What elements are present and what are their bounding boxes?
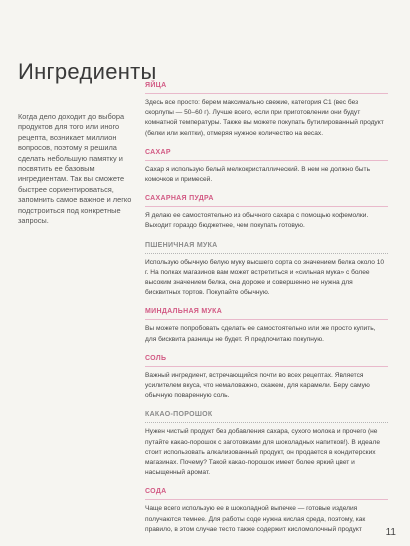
section-almond-flour (145, 304, 388, 344)
page-title: Ингредиенты (18, 58, 157, 84)
section-body: Вы можете попробовать сделать ее самостоятельно или же просто купить, для бисквита разницы не будет. Я предпочитаю покупную. (145, 325, 376, 343)
ingredient-sections (145, 78, 388, 541)
section-body: Я делаю ее самостоятельно из обычного сахара с помощью кофемолки. Выходит гораздо бюджетнее, чем покупать готовую. (145, 212, 369, 230)
section-wheat-flour (145, 238, 388, 299)
section-heading: КАКАО-ПОРОШОК (145, 407, 388, 423)
section-heading: САХАРНАЯ ПУДРА (145, 191, 388, 207)
section-cocoa (145, 407, 388, 478)
intro-text: Когда дело доходит до выбора продуктов для того или иного рецепта, возникает миллион вопросов, поэтому я решила сделать небольшую памятку и посвятить ее базовым ингредиентам. Так вы сможете быстрее сориентироваться, запомнить самое важное и легко подстроиться под конкретные запросы. (18, 112, 132, 226)
section-body: Нужен чистый продукт без добавления сахара, сухого молока и прочего (не путайте какао-порошок с заготовками для шоколадных напитков!). В идеале стоит использовать алкализованный продукт, он продается в кондитерских магазинах. Почему? Такой какао-порошок имеет более яркий цвет и насыщенный аромат. (145, 428, 380, 477)
section-body: Использую обычную белую муку высшего сорта со значением белка около 10 г. На полках магазинов вам может встретиться и «сильная мука» с более высоким значением белка, она дороже и совершенно не нужна для бисквитных тортов. Покупайте обычную. (145, 258, 385, 297)
section-eggs (145, 78, 388, 139)
section-heading: ПШЕНИЧНАЯ МУКА (145, 238, 388, 254)
section-heading: СОЛЬ (145, 351, 388, 367)
section-body: Сахар я использую белый мелкокристаллический. В нем не должно быть комочков и примесей. (145, 165, 371, 184)
section-heading: ЯЙЦА (145, 78, 388, 94)
section-body: Чаще всего использую ее в шоколадной выпечке — готовые изделия получаются темнее. Для работы соде нужна кислая среда, поэтому, как правило, в этом случае тесто также содержит кисломолочный продукт (145, 505, 366, 533)
page-number: 11 (385, 527, 396, 538)
section-heading: САХАР (145, 145, 388, 161)
section-body: Здесь все просто: берем максимально свежие, категория С1 (вес без скорлупы — 50–60 г). Лучше всего, если при приготовлении они будут комнатной температуры. Также вы можете покупать бутилированный продукт (белки или желтки), отмеряя нужное количество на весах. (145, 99, 384, 137)
section-sugar (145, 145, 388, 185)
section-heading: СОДА (145, 484, 388, 500)
section-powdered-sugar (145, 191, 388, 231)
section-soda (145, 484, 388, 535)
section-salt (145, 351, 388, 402)
section-body: Важный ингредиент, встречающийся почти во всех рецептах. Является усилителем вкуса, что немаловажно, скажем, для карамели. Беру самую обычную поваренную соль. (145, 371, 370, 400)
section-heading: МИНДАЛЬНАЯ МУКА (145, 304, 388, 320)
